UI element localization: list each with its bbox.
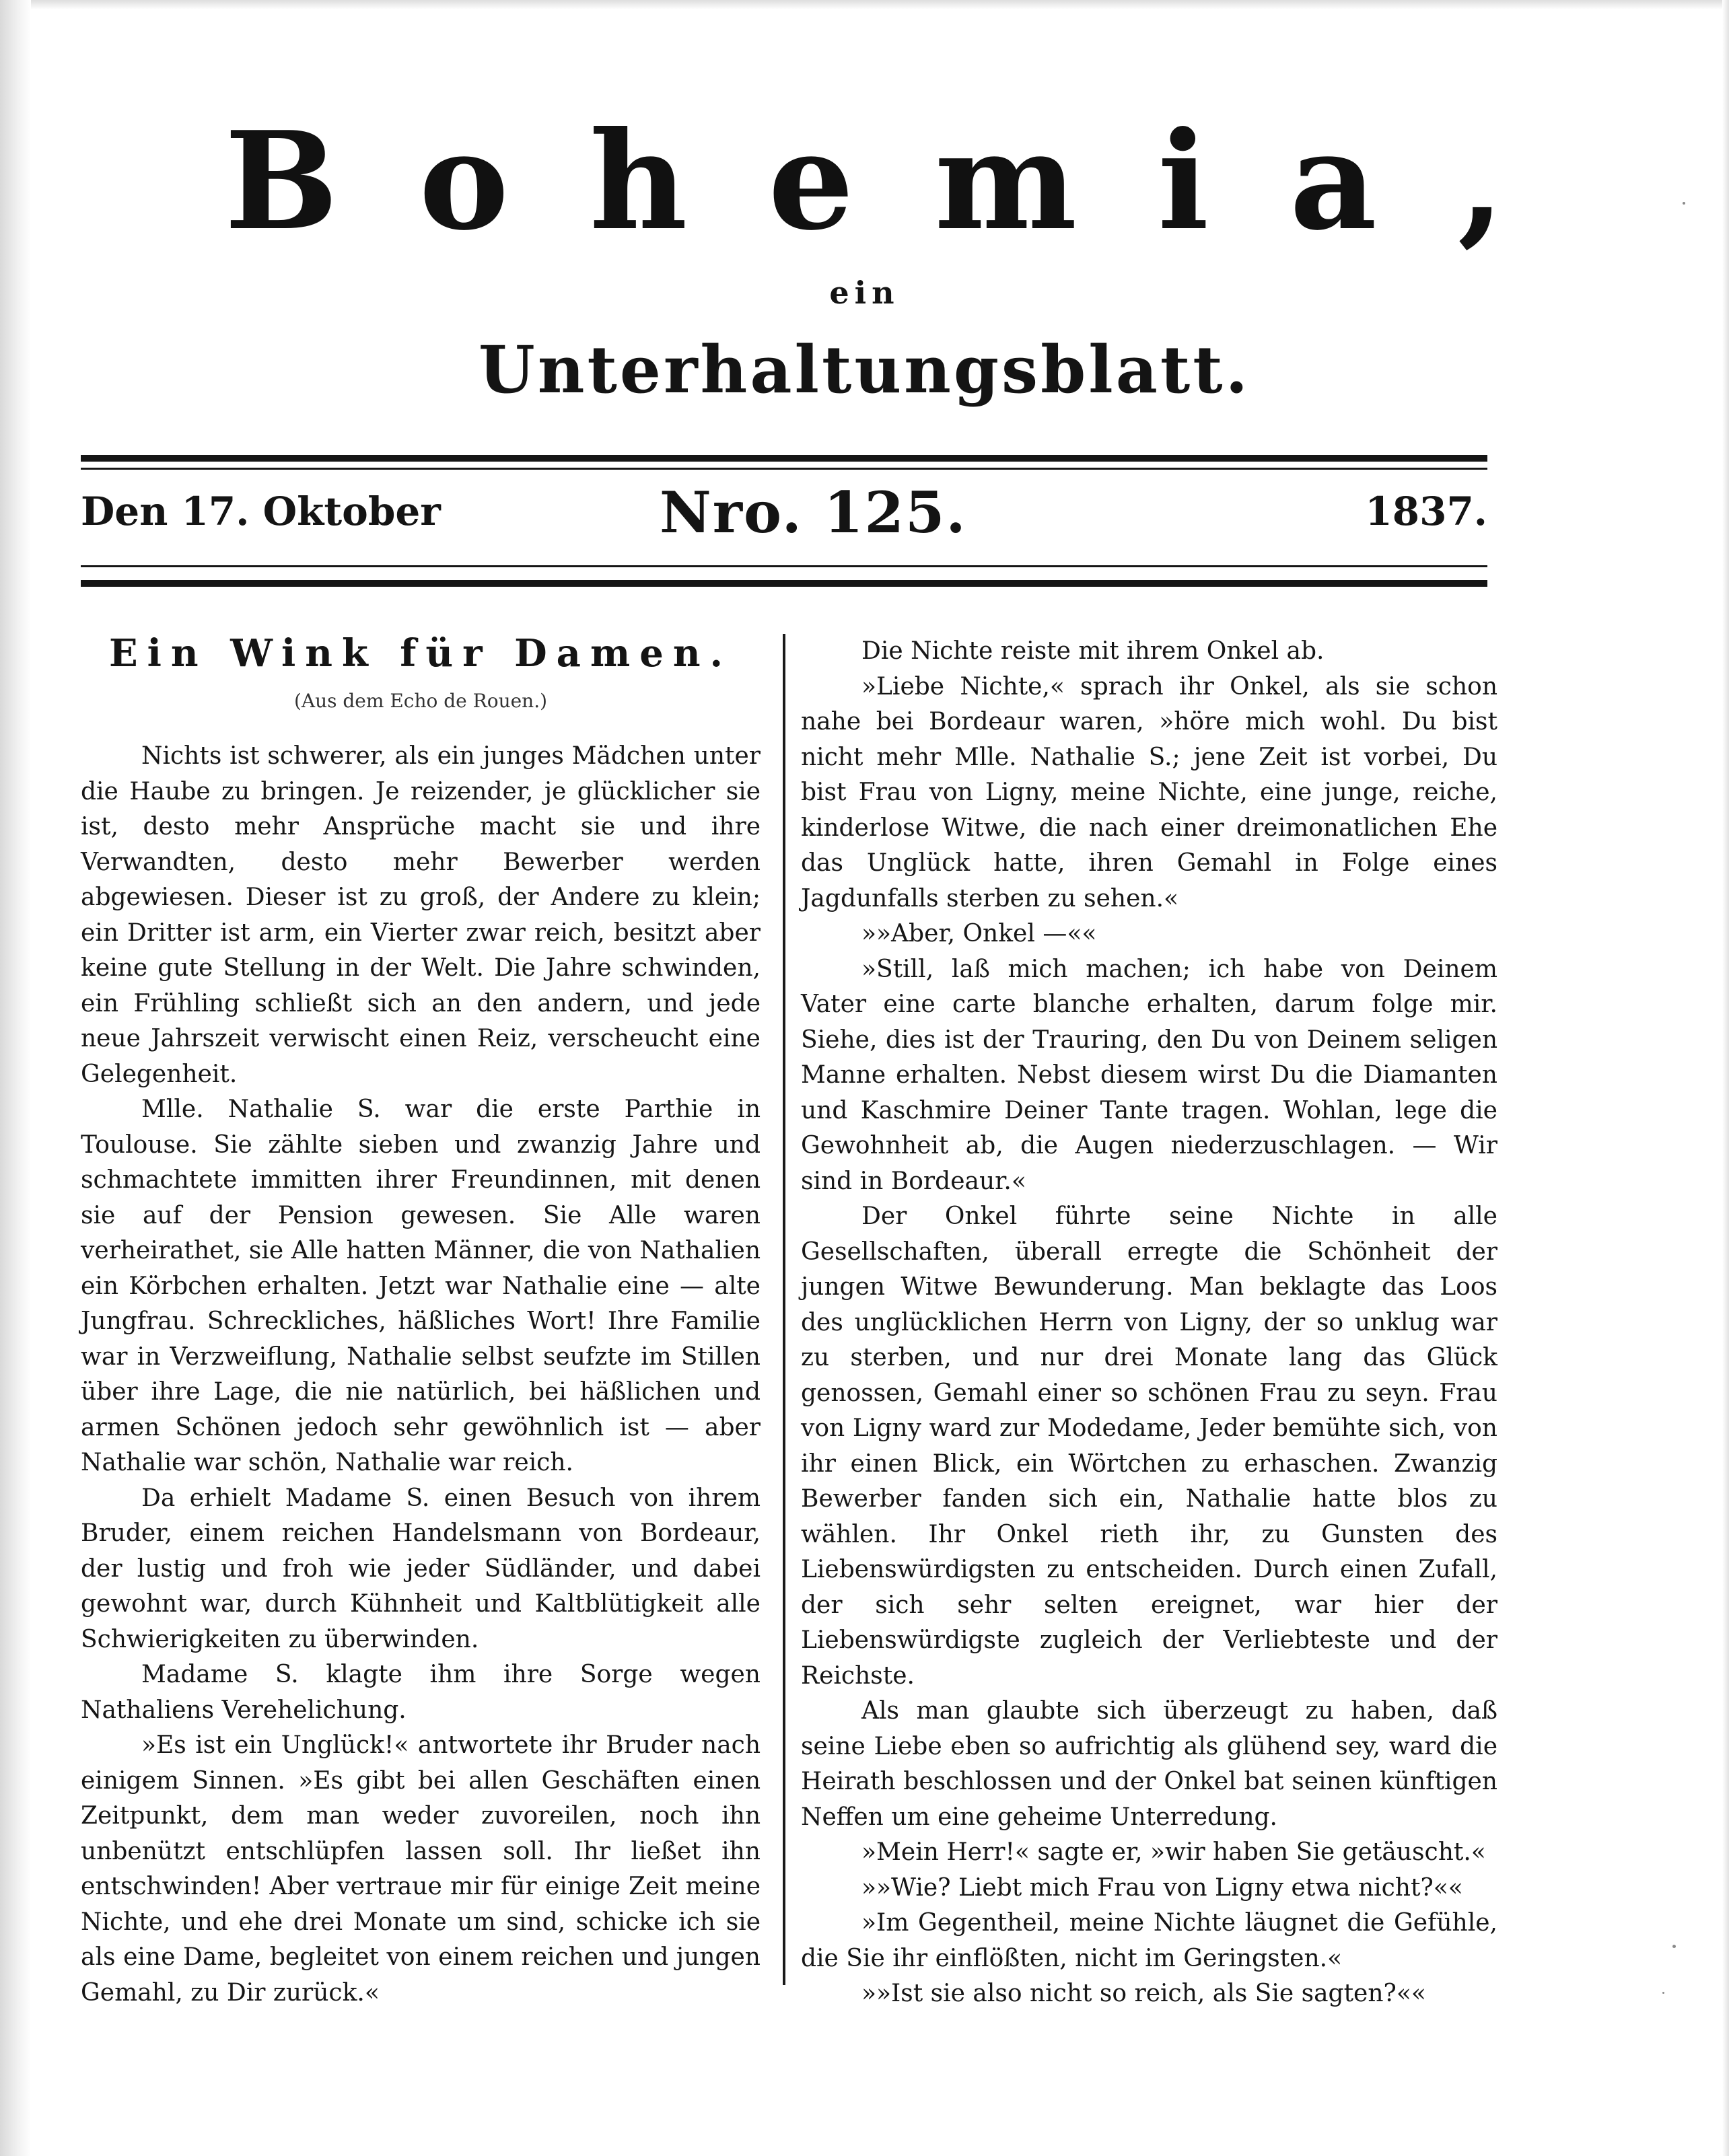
right-column xyxy=(801,634,1497,2012)
paragraph: Da erhielt Madame S. einen Besuch von ihrem Bruder, einem reichen Handelsmann von Bordeaur, der lustig und froh wie jeder Südländer, und dabei gewohnt war, durch Kühnheit und Kaltblütigkeit alle Schwierigkeiten zu überwinden. xyxy=(81,1484,761,1653)
masthead-title: Bohemia, xyxy=(224,102,1586,260)
masthead-subtitle-small: ein xyxy=(829,275,900,311)
left-column xyxy=(81,739,761,2011)
column-divider xyxy=(783,634,785,1985)
paragraph: »»Aber, Onkel —«« xyxy=(861,920,1097,947)
dateline-rule-thick xyxy=(81,580,1487,587)
paragraph: Der Onkel führte seine Nichte in alle Gesellschaften, überall erregte die Schönheit der jungen Witwe Bewunderung. Man beklagte das Loos des unglücklichen Herrn von Ligny, der so unklug war zu sterben, und nur drei Monate lang das Glück genossen, Gemahl einer so schönen Frau zu seyn. Frau von Ligny ward zur Modedame, Jeder bemühte sich, von ihr einen Blick, ein Wörtchen zu erhaschen. Zwanzig Bewerber fanden sich ein, Nathalie hatte blos zu wählen. Ihr Onkel rieth ihr, zu Gunsten des Liebenswürdigsten zu entscheiden. Durch einen Zufall, der sich sehr selten ereignet, war hier der Liebenswürdigste zugleich der Verliebteste und der Reichste. xyxy=(801,1202,1497,1690)
issue-number: Nro. 125. xyxy=(660,479,967,546)
paragraph: Die Nichte reiste mit ihrem Onkel ab. xyxy=(861,637,1325,665)
paragraph: »Es ist ein Unglück!« antwortete ihr Bruder nach einigem Sinnen. »Es gibt bei allen Geschäften einen Zeitpunkt, dem man weder zuvoreilen, noch ihn unbenützt entschlüpfen lassen soll. Ihr ließet ihn entschwinden! Aber vertraue mir für einige Zeit meine Nichte, und ehe drei Monate um sind, schicke ich sie als eine Dame, begleitet von einem reichen und jungen Gemahl, zu Dir zurück.« xyxy=(81,1731,761,2007)
paragraph: Madame S. klagte ihm ihre Sorge wegen Nathaliens Verehelichung. xyxy=(81,1661,761,1724)
dateline xyxy=(81,479,1487,546)
dateline-rule-thin xyxy=(81,565,1487,567)
masthead-subtitle: Unterhaltungsblatt. xyxy=(479,332,1250,408)
paragraph: »»Ist sie also nicht so reich, als Sie sagten?«« xyxy=(861,1980,1426,2007)
scan-speck xyxy=(1662,1992,1664,1994)
paragraph: »Liebe Nichte,« sprach ihr Onkel, als sie schon nahe bei Bordeaur waren, »höre mich wohl. Du bist nicht mehr Mlle. Nathalie S.; jene Zeit ist vorbei, Du bist Frau von Ligny, meine Nichte, eine junge, reiche, kinderlose Witwe, die nach einer dreimonatlichen Ehe das Unglück hatte, ihren Gemahl in Folge eines Jagdunfalls sterben zu sehen.« xyxy=(801,672,1497,912)
scan-edge-top xyxy=(0,0,1729,9)
paragraph: Als man glaubte sich überzeugt zu haben, daß seine Liebe eben so aufrichtig als glühend sey, ward die Heirath beschlossen und der Onkel bat seinen künftigen Neffen um eine geheime Unterredung. xyxy=(801,1697,1497,1831)
scan-edge-left xyxy=(0,0,31,2156)
scan-speck xyxy=(1672,1945,1676,1948)
scan-edge-right xyxy=(1722,0,1729,2156)
masthead-rule-thick-top xyxy=(81,455,1487,462)
article-source: (Aus dem Echo de Rouen.) xyxy=(293,690,548,712)
paragraph: »»Wie? Liebt mich Frau von Ligny etwa nicht?«« xyxy=(861,1873,1463,1902)
scan-speck xyxy=(1683,202,1685,205)
article-title: Ein Wink für Damen. xyxy=(108,631,733,676)
issue-date: Den 17. Oktober xyxy=(81,489,441,534)
masthead-rule-thin-top xyxy=(81,468,1487,470)
paragraph: Nichts ist schwerer, als ein junges Mädchen unter die Haube zu bringen. Je reizender, je glücklicher sie ist, desto mehr Ansprüche macht sie und ihre Verwandten, desto mehr Bewerber werden abgewiesen. Dieser ist zu groß, der Andere zu klein; ein Dritter ist arm, ein Vierter zwar reich, besitzt aber keine gute Stellung in der Welt. Die Jahre schwinden, ein Frühling schließt sich an den andern, und jede neue Jahrszeit verwischt einen Reiz, verscheucht eine Gelegenheit. xyxy=(81,742,761,1088)
issue-year: 1837. xyxy=(1365,489,1487,534)
paragraph: Mlle. Nathalie S. war die erste Parthie in Toulouse. Sie zählte sieben und zwanzig Jahre und schmachtete immitten ihrer Freundinnen, mit denen sie auf der Pension gewesen. Sie Alle waren verheirathet, sie Alle hatten Männer, die von Nathalien ein Körbchen erhalten. Jetzt war Nathalie eine — alte Jungfrau. Schreckliches, häßliches Wort! Ihre Familie war in Verzweiflung, Nathalie selbst seufzte im Stillen über ihre Lage, die nie natürlich, bei häßlichen und armen Schönen jedoch sehr gewöhnlich ist — aber Nathalie war schön, Nathalie war reich. xyxy=(81,1095,761,1476)
paragraph: »Mein Herr!« sagte er, »wir haben Sie getäuscht.« xyxy=(861,1838,1486,1866)
paragraph: »Still, laß mich machen; ich habe von Deinem Vater eine carte blanche erhalten, darum folge mir. Siehe, dies ist der Trauring, den Du von Deinem seligen Manne erhalten. Nebst diesem wirst Du die Diamanten und Kaschmire Deiner Tante tragen. Wohlan, lege die Gewohnheit ab, die Augen niederzuschlagen. — Wir sind in Bordeaur.« xyxy=(801,955,1497,1195)
paragraph: »Im Gegentheil, meine Nichte läugnet die Gefühle, die Sie ihr einflößten, nicht im Geringsten.« xyxy=(801,1909,1497,1972)
